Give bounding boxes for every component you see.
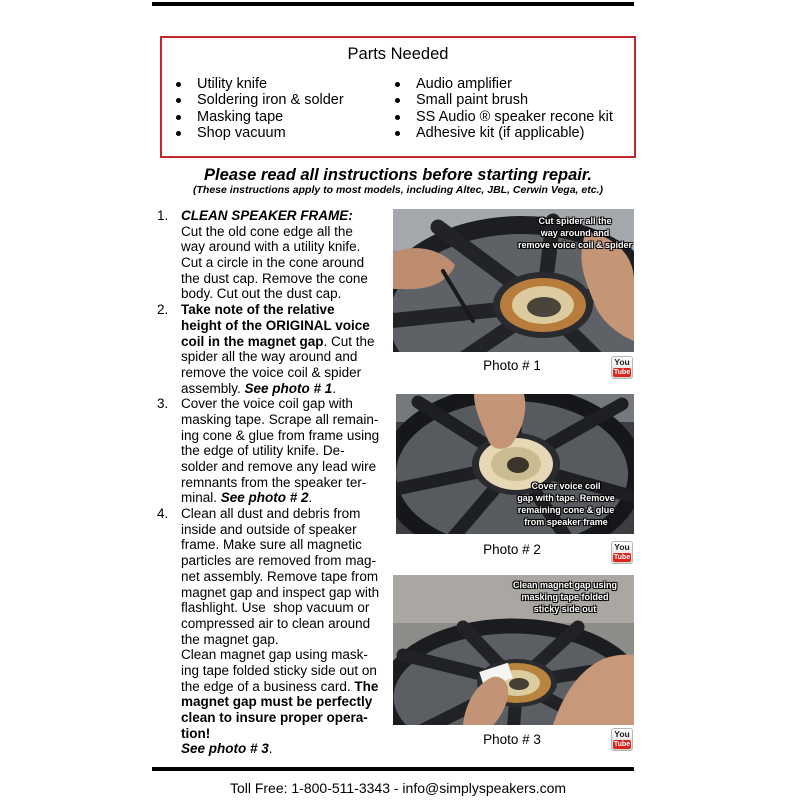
overlay-line: from speaker frame xyxy=(524,517,608,527)
instruction-line-text xyxy=(181,255,364,271)
top-divider xyxy=(152,2,634,6)
instruction-line xyxy=(150,679,390,695)
instruction-line-text xyxy=(181,412,378,428)
instruction-line-text xyxy=(181,585,379,601)
notice-heading: Please read all instructions before starting repair. xyxy=(204,166,592,184)
instruction-line-text xyxy=(181,239,360,255)
youtube-icon[interactable] xyxy=(611,356,633,379)
instruction-line xyxy=(150,569,390,585)
instruction-text: solder and remove any lead wire xyxy=(181,459,377,474)
instruction-step-2 xyxy=(150,302,390,396)
instruction-text: remnants from the speaker ter- xyxy=(181,474,367,490)
instruction-line-text xyxy=(181,537,362,553)
photo-2-overlay-text xyxy=(500,480,632,528)
instruction-line-text xyxy=(181,271,368,287)
bullet-icon xyxy=(176,115,181,120)
instruction-line-text xyxy=(181,286,341,302)
parts-item xyxy=(197,92,344,108)
instruction-text: Cut a circle in the cone around xyxy=(181,255,365,271)
instruction-text: clean to insure proper opera- xyxy=(181,710,368,725)
instruction-text: See photo # 2 xyxy=(220,490,309,506)
instruction-line xyxy=(150,271,390,287)
bullet-icon xyxy=(395,98,400,103)
photo-3 xyxy=(393,575,634,725)
instruction-text: the dust cap. Remove the cone xyxy=(181,270,368,286)
instruction-line-text xyxy=(181,616,370,632)
instruction-line xyxy=(150,459,390,475)
parts-list-left xyxy=(197,76,344,141)
youtube-icon-word-tube: Tube xyxy=(613,741,631,748)
instruction-line-text xyxy=(181,396,353,412)
overlay-line: Cut spider all the xyxy=(538,216,612,226)
instruction-text: . xyxy=(268,741,273,757)
parts-item-label: SS Audio ® speaker recone kit xyxy=(416,108,613,125)
youtube-icon-word-you: You xyxy=(614,357,630,367)
overlay-line: Clean magnet gap using xyxy=(512,580,617,590)
instruction-text: masking tape. Scrape all remain- xyxy=(181,411,379,427)
youtube-icon-word-tube: Tube xyxy=(613,554,631,561)
instruction-line-text xyxy=(181,741,273,757)
instruction-line xyxy=(150,585,390,601)
step-number: 1. xyxy=(157,208,169,223)
instruction-line-text xyxy=(181,647,368,663)
instruction-step-3 xyxy=(150,396,390,506)
parts-item-label: Utility knife xyxy=(197,76,268,92)
instruction-text: remove the voice coil & spider xyxy=(181,364,362,380)
instruction-line xyxy=(150,255,390,271)
instruction-line xyxy=(150,694,390,710)
instruction-text: inside and outside of speaker xyxy=(181,521,357,537)
photo-3-caption: Photo # 3 xyxy=(483,732,541,747)
bullet-icon xyxy=(395,131,400,136)
overlay-line: masking tape folded xyxy=(521,592,609,602)
instruction-line xyxy=(150,632,390,648)
parts-item xyxy=(416,92,613,108)
instruction-text: . xyxy=(332,380,337,396)
bullet-icon xyxy=(176,131,181,136)
parts-item xyxy=(416,109,613,125)
instruction-line xyxy=(150,318,390,334)
photo-2-caption: Photo # 2 xyxy=(483,542,541,557)
notice-subheading: (These instructions apply to most models, including Altec, JBL, Cerwin Vega, etc.) xyxy=(193,184,603,196)
instruction-line xyxy=(150,224,390,240)
instruction-line-text xyxy=(181,522,357,538)
photo-1 xyxy=(393,209,634,352)
instruction-line xyxy=(150,553,390,569)
instruction-text: Cut the old cone edge all the xyxy=(181,223,353,239)
bottom-divider xyxy=(152,767,634,771)
instruction-line-text xyxy=(181,318,370,334)
instruction-line xyxy=(150,647,390,663)
instruction-line xyxy=(150,490,390,506)
instruction-line-text xyxy=(181,349,357,365)
instruction-line xyxy=(150,475,390,491)
instruction-text: tion! xyxy=(181,725,211,741)
instruction-text: The xyxy=(354,678,379,694)
instruction-line-text xyxy=(181,600,369,616)
parts-item-label: Soldering iron & solder xyxy=(197,92,344,109)
instruction-text: minal. xyxy=(181,490,221,506)
instruction-line xyxy=(150,365,390,381)
instruction-line xyxy=(150,396,390,412)
bullet-icon xyxy=(395,82,400,87)
instruction-line-text xyxy=(181,459,376,475)
photo-1-overlay-text xyxy=(517,215,633,251)
instruction-line xyxy=(150,663,390,679)
parts-item xyxy=(416,76,613,92)
bullet-icon xyxy=(176,82,181,87)
bullet-icon xyxy=(176,98,181,103)
instruction-line xyxy=(150,710,390,726)
overlay-line: sticky side out xyxy=(533,604,597,614)
instruction-line-text xyxy=(181,224,353,240)
instruction-line-text xyxy=(181,428,379,444)
photo-3-overlay-text xyxy=(503,579,627,615)
parts-item-label: Small paint brush xyxy=(416,92,529,109)
instruction-text: the magnet gap. xyxy=(181,631,279,647)
instruction-text: CLEAN SPEAKER FRAME: xyxy=(181,208,353,223)
instruction-text: . xyxy=(308,490,313,506)
instruction-text: See photo # 3 xyxy=(181,741,269,757)
instruction-line xyxy=(150,381,390,397)
overlay-line: remove voice coil & spider xyxy=(517,240,633,250)
instruction-line-text xyxy=(181,302,335,318)
parts-item-label: Masking tape xyxy=(197,108,284,125)
instruction-line xyxy=(150,239,390,255)
instruction-line xyxy=(150,600,390,616)
instruction-line-text xyxy=(181,632,279,648)
parts-item-label: Adhesive kit (if applicable) xyxy=(416,124,585,141)
instruction-text: compressed air to clean around xyxy=(181,615,371,631)
overlay-line: Cover voice coil xyxy=(531,481,601,491)
parts-item xyxy=(416,125,613,141)
instruction-line-text xyxy=(181,443,345,459)
instruction-line xyxy=(150,616,390,632)
instructions-list xyxy=(150,208,390,757)
parts-item xyxy=(197,109,344,125)
instruction-line xyxy=(150,506,390,522)
instruction-text: ing cone & glue from frame using xyxy=(181,427,380,443)
instruction-line-text xyxy=(181,710,368,726)
instruction-line xyxy=(150,726,390,742)
instruction-text: flashlight. Use shop vacuum or xyxy=(181,600,370,616)
overlay-line: gap with tape. Remove xyxy=(517,493,615,503)
instruction-text: particles are removed from mag- xyxy=(181,553,377,569)
parts-needed-title: Parts Needed xyxy=(347,45,449,63)
instruction-text: coil in the magnet gap xyxy=(181,333,324,349)
instruction-text: Clean magnet gap using mask- xyxy=(181,647,368,663)
instruction-line xyxy=(150,208,390,224)
instruction-line xyxy=(150,428,390,444)
instruction-line-text xyxy=(181,663,377,679)
footer-contact: Toll Free: 1-800-511-3343 - info@simplyspeakers.com xyxy=(229,780,567,796)
parts-item-label: Audio amplifier xyxy=(416,76,512,92)
instruction-text: magnet gap must be perfectly xyxy=(181,694,373,710)
instruction-text: Take note of the relative xyxy=(181,302,335,318)
instruction-text: ing tape folded sticky side out on xyxy=(181,662,377,678)
parts-needed-box xyxy=(160,36,636,158)
instruction-step-4 xyxy=(150,506,390,757)
instruction-step-1 xyxy=(150,208,390,302)
instruction-line-text xyxy=(181,506,360,522)
parts-item-label: Shop vacuum xyxy=(197,124,286,141)
parts-item xyxy=(197,125,344,141)
parts-item xyxy=(197,76,344,92)
instruction-text: See photo # 1 xyxy=(244,380,333,396)
instruction-line xyxy=(150,334,390,350)
instruction-line xyxy=(150,412,390,428)
step-number: 2. xyxy=(157,302,169,318)
instruction-line xyxy=(150,741,390,757)
instruction-text: frame. Make sure all magnetic xyxy=(181,537,362,553)
instruction-text: assembly. xyxy=(181,380,245,396)
instruction-line xyxy=(150,302,390,318)
youtube-icon[interactable] xyxy=(611,541,633,564)
instruction-line-text xyxy=(181,381,336,397)
instruction-text: way around with a utility knife. xyxy=(181,239,361,255)
photo-2 xyxy=(396,394,634,534)
photo-1-caption: Photo # 1 xyxy=(483,358,541,373)
instruction-line xyxy=(150,537,390,553)
overlay-line: remaining cone & glue xyxy=(517,505,615,515)
instruction-line-text xyxy=(181,208,353,224)
instruction-line-text xyxy=(181,334,375,350)
instruction-text: . Cut the xyxy=(323,333,375,349)
instruction-text: magnet gap and inspect gap with xyxy=(181,584,380,600)
youtube-icon-word-tube: Tube xyxy=(613,369,631,376)
instruction-line xyxy=(150,443,390,459)
instruction-line xyxy=(150,349,390,365)
instruction-text: the edge of utility knife. De- xyxy=(181,443,345,459)
instruction-line-text xyxy=(181,694,372,710)
instruction-line xyxy=(150,286,390,302)
instruction-line-text xyxy=(181,569,378,585)
magnet-assembly xyxy=(493,272,593,338)
youtube-icon-word-you: You xyxy=(614,542,630,552)
instruction-text: height of the ORIGINAL voice xyxy=(181,317,370,333)
instruction-text: Cover the voice coil gap with xyxy=(181,396,353,412)
instruction-line-text xyxy=(181,475,366,491)
instruction-text: body. Cut out the dust cap. xyxy=(181,286,342,302)
overlay-line: way around and xyxy=(540,228,610,238)
instruction-text: spider all the way around and xyxy=(181,349,358,365)
youtube-icon-word-you: You xyxy=(614,729,630,739)
instruction-text: net assembly. Remove tape from xyxy=(181,568,379,584)
instruction-line-text xyxy=(181,365,361,381)
parts-list-right xyxy=(416,76,613,141)
instruction-line-text xyxy=(181,553,376,569)
bullet-icon xyxy=(395,115,400,120)
step-number: 3. xyxy=(157,396,169,412)
instruction-line-text xyxy=(181,726,210,742)
youtube-icon[interactable] xyxy=(611,728,633,751)
instruction-line-text xyxy=(181,679,378,695)
instruction-text: Clean all dust and debris from xyxy=(181,506,361,522)
step-number: 4. xyxy=(157,506,169,522)
instruction-line-text xyxy=(181,490,312,506)
instruction-line xyxy=(150,522,390,538)
instruction-text: the edge of a business card. xyxy=(181,678,355,694)
